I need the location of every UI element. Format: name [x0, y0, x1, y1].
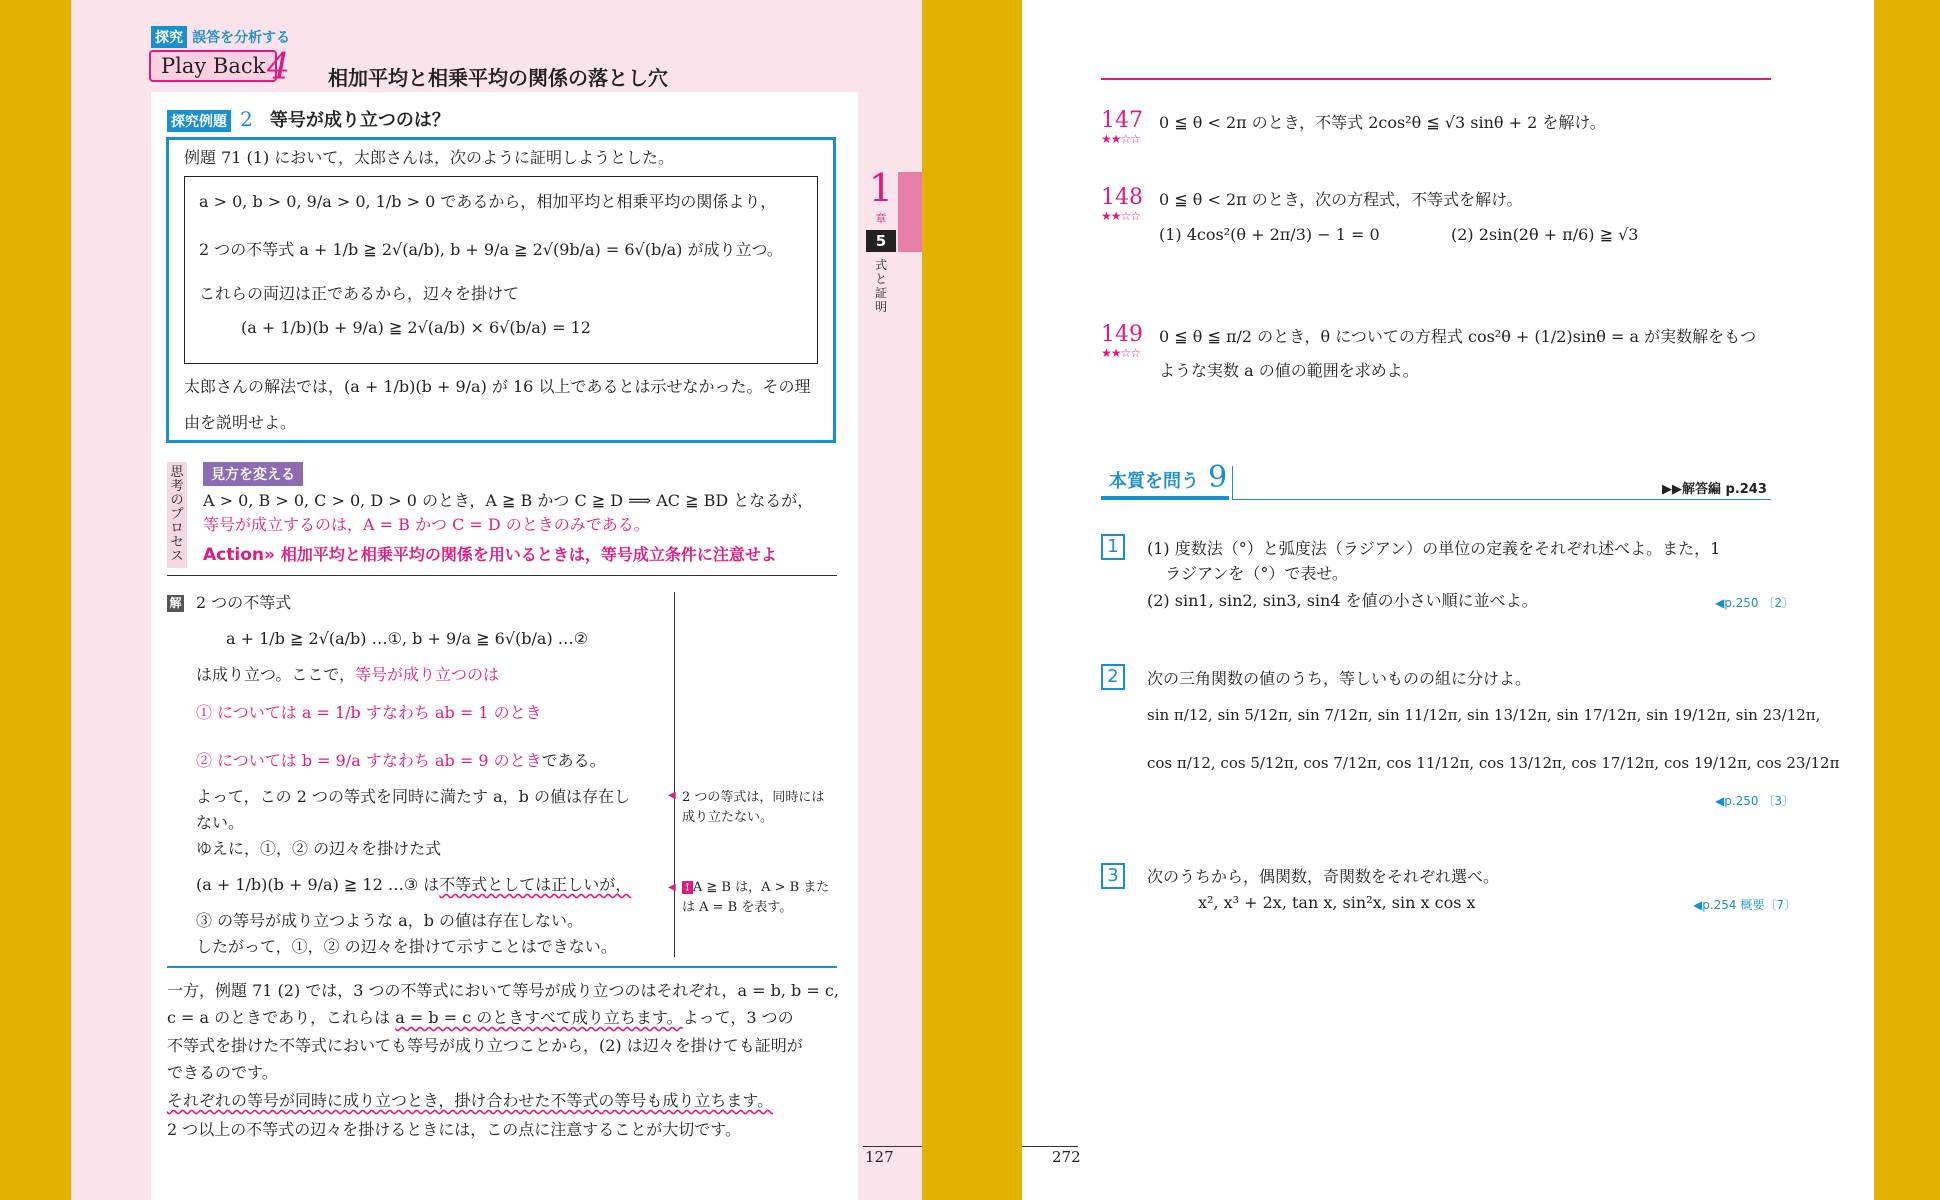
note-line: 2 つの等式は，同時には [682, 790, 825, 805]
problem-text: ような実数 a の値の範囲を求めよ。 [1159, 361, 1419, 380]
note-line [682, 878, 829, 898]
question-text: (2) sin1, sin2, sin3, sin4 を値の小さい順に並べよ。 [1147, 591, 1538, 610]
example-header [167, 106, 450, 132]
question-number-box [1101, 664, 1125, 690]
page-number: 272 [1052, 1148, 1081, 1166]
note-line: は A = B を表す。 [682, 900, 793, 915]
process-line: A > 0, B > 0, C > 0, D > 0 のとき，A ≧ B かつ C ≧ D ⟹ AC ≧ BD となるが， [203, 491, 814, 510]
problem-number: 147 [1101, 108, 1143, 133]
commentary-line: 不等式を掛けた不等式においても等号が成り立つことから，(2) は辺々を掛けても証明が [167, 1036, 803, 1055]
solution-line [196, 874, 631, 896]
solution-line: よって，この 2 つの等式を同時に満たす a，b の値は存在し [196, 787, 630, 806]
problem-number: 149 [1101, 322, 1143, 347]
question-reference-link[interactable]: ◀p.254 概要〔7〕 [1693, 898, 1797, 912]
example-tag: 探究例題 [167, 110, 231, 132]
solution-underlined: 不等式としては正しいが， [439, 875, 632, 894]
page-number-rule [1022, 1146, 1078, 1147]
problem-subitem: (1) 4cos²(θ + 2π/3) − 1 = 0 [1159, 225, 1380, 244]
question-number: 3 [1101, 863, 1125, 889]
question-text: 次の三角関数の値のうち，等しいものの組に分けよ。 [1147, 669, 1532, 688]
commentary-underlined: a = b = c のときすべて成り立ちます。 [395, 1008, 683, 1027]
solution-line: したがって，①，② の辺々を掛けて示すことはできない。 [196, 937, 617, 956]
chapter-label: 章 [875, 212, 887, 225]
header-divider [1232, 466, 1233, 500]
problem-question: 太郎さんの解法では，(a + 1/b)(b + 9/a) が 16 以上であるとは示せなかった。その理 [184, 377, 811, 396]
difficulty-stars: ★★☆☆ [1101, 209, 1141, 223]
commentary-text: c = a のときであり，これらは [167, 1008, 396, 1027]
answer-reference-link[interactable]: ▶▶解答編 p.243 [1662, 482, 1767, 497]
playback-label: Play Back [149, 50, 277, 82]
problem-text: 0 ≦ θ ≦ π/2 のとき，θ についての方程式 cos²θ + (1/2)sinθ = a が実数解をもつ [1159, 327, 1757, 346]
playback-number: 4 [267, 47, 290, 88]
example-number: 2 [240, 107, 253, 131]
proof-line: 2 つの不等式 a + 1/b ≧ 2√(a/b), b + 9/a ≧ 2√(9b/a) = 6√(b/a) が成り立つ。 [199, 240, 783, 259]
notes-divider [674, 592, 675, 957]
side-note-1 [682, 788, 824, 828]
section-label: 式と証明 [874, 258, 887, 314]
side-label-thinking-process: 思考のプロセス [167, 462, 187, 568]
problem-question: 由を説明せよ。 [184, 413, 297, 432]
warning-icon: ! [682, 881, 693, 894]
side-note-2 [682, 878, 829, 918]
proof-line: これらの両辺は正であるから，辺々を掛けて [199, 284, 520, 303]
page-number-rule [863, 1146, 922, 1147]
problem-149 [1101, 322, 1143, 359]
solution-highlight: 等号が成り立つのは [355, 665, 500, 684]
question-reference-link[interactable]: ◀p.250 〔2〕 [1715, 596, 1795, 610]
question-number-box [1101, 534, 1125, 560]
page-number: 127 [865, 1148, 894, 1166]
example-title: 等号が成り立つのは？ [269, 110, 450, 131]
page-title: 相加平均と相乗平均の関係の落とし穴 [328, 66, 668, 90]
difficulty-stars: ★★☆☆ [1101, 132, 1141, 146]
proof-line: a > 0, b > 0, 9/a > 0, 1/b > 0 であるから，相加平均と相乗平均の関係より， [199, 192, 777, 211]
commentary-line: 2 つ以上の不等式の辺々を掛けるときには，この点に注意することが大切です。 [167, 1120, 741, 1139]
solution-tag: 解 [167, 595, 184, 612]
header-underline [1232, 499, 1771, 500]
commentary-line: できるのです。 [167, 1063, 278, 1082]
solution-text: は成り立つ。ここで， [196, 665, 356, 684]
commentary-line-underlined: それぞれの等号が同時に成り立つとき，掛け合わせた不等式の等号も成り立ちます。 [167, 1091, 774, 1110]
right-page [1022, 0, 1874, 1200]
problem-148 [1101, 185, 1143, 222]
chapter-number: 1 [868, 166, 894, 210]
problem-text: 0 ≦ θ < 2π のとき，次の方程式，不等式を解け。 [1159, 190, 1523, 209]
note-arrow-icon: ◀ [668, 882, 676, 893]
commentary-line: 一方，例題 71 (2) では，3 つの不等式において等号が成り立つのはそれぞれ，a = b, b = c, [167, 981, 839, 1000]
trig-values-cos: cos π/12, cos 5/12π, cos 7/12π, cos 11/12π, cos 13/12π, cos 17/12π, cos 19/12π, cos 23/12π [1147, 754, 1840, 772]
note-line: 成り立たない。 [682, 810, 774, 825]
commentary-line [167, 1007, 794, 1029]
problem-number: 148 [1101, 185, 1143, 210]
viewpoint-tag: 見方を変える [203, 462, 303, 486]
honshitsu-label: 本質を問う [1109, 471, 1199, 492]
solution-line [196, 664, 499, 686]
playback-badge [149, 54, 277, 78]
note-arrow-icon: ◀ [668, 790, 676, 801]
section-header [151, 26, 290, 48]
question-number-box [1101, 863, 1125, 889]
commentary-text: よって，3 つの [682, 1008, 794, 1027]
section-number: 5 [866, 230, 896, 252]
solution-line: ゆえに，①，② の辺々を掛けた式 [196, 839, 442, 858]
difficulty-stars: ★★☆☆ [1101, 346, 1141, 360]
action-text: 相加平均と相乗平均の関係を用いるときは，等号成立条件に注意せよ [280, 545, 777, 564]
divider-blue [167, 966, 837, 968]
question-number: 2 [1101, 664, 1125, 690]
problem-box [166, 137, 836, 443]
solution-highlight: ② については b = 9/a すなわち ab = 9 のとき [196, 751, 542, 770]
honshitsu-number: 9 [1208, 460, 1228, 495]
process-line-highlight: 等号が成立するのは，A = B かつ C = D のときのみである。 [203, 515, 650, 534]
question-text: 次のうちから，偶関数，奇関数をそれぞれ選べ。 [1147, 867, 1500, 886]
solution-line: ③ の等号が成り立つような a，b の値は存在しない。 [196, 911, 584, 930]
left-page [71, 0, 922, 1200]
top-rule [1101, 78, 1771, 80]
trig-values-sin: sin π/12, sin 5/12π, sin 7/12π, sin 11/12π, sin 13/12π, sin 17/12π, sin 19/12π, sin 23/12π, [1147, 706, 1821, 724]
honshitsu-header [1101, 460, 1229, 500]
question-text: x², x³ + 2x, tan x, sin²x, sin x cos x [1198, 893, 1476, 912]
question-text: (1) 度数法（°）と弧度法（ラジアン）の単位の定義をそれぞれ述べよ。また，1 [1147, 539, 1721, 558]
solution-line [196, 750, 606, 772]
proof-line: (a + 1/b)(b + 9/a) ≧ 2√(a/b) × 6√(b/a) = 12 [241, 318, 591, 337]
divider [167, 575, 837, 576]
header-tag: 探究 [151, 26, 187, 48]
solution-line: ない。 [196, 813, 245, 832]
problem-intro: 例題 71 (1) において，太郎さんは，次のように証明しようとした。 [184, 148, 674, 167]
action-line [203, 542, 777, 565]
question-reference-link[interactable]: ◀p.250 〔3〕 [1715, 794, 1795, 808]
note-text: A ≧ B は，A > B また [692, 880, 830, 895]
question-text: ラジアンを（°）で表せ。 [1165, 564, 1348, 583]
action-label: Action» [203, 545, 275, 565]
proof-box [184, 176, 818, 364]
solution-text: (a + 1/b)(b + 9/a) ≧ 12 …③ は [196, 875, 440, 894]
chapter-tab-color [898, 172, 922, 252]
solution-line: 2 つの不等式 [196, 593, 292, 612]
header-text: 誤答を分析する [192, 30, 291, 46]
problem-text: 0 ≦ θ < 2π のとき，不等式 2cos²θ ≦ √3 sinθ + 2 を解け。 [1159, 113, 1606, 132]
problem-147 [1101, 108, 1143, 145]
solution-text: である。 [541, 751, 606, 770]
problem-subitem: (2) 2sin(2θ + π/6) ≧ √3 [1451, 225, 1639, 244]
solution-line: a + 1/b ≧ 2√(a/b) …①, b + 9/a ≧ 6√(b/a) …② [226, 629, 589, 648]
solution-highlight-line: ① については a = 1/b すなわち ab = 1 のとき [196, 703, 542, 722]
question-number: 1 [1101, 534, 1125, 560]
